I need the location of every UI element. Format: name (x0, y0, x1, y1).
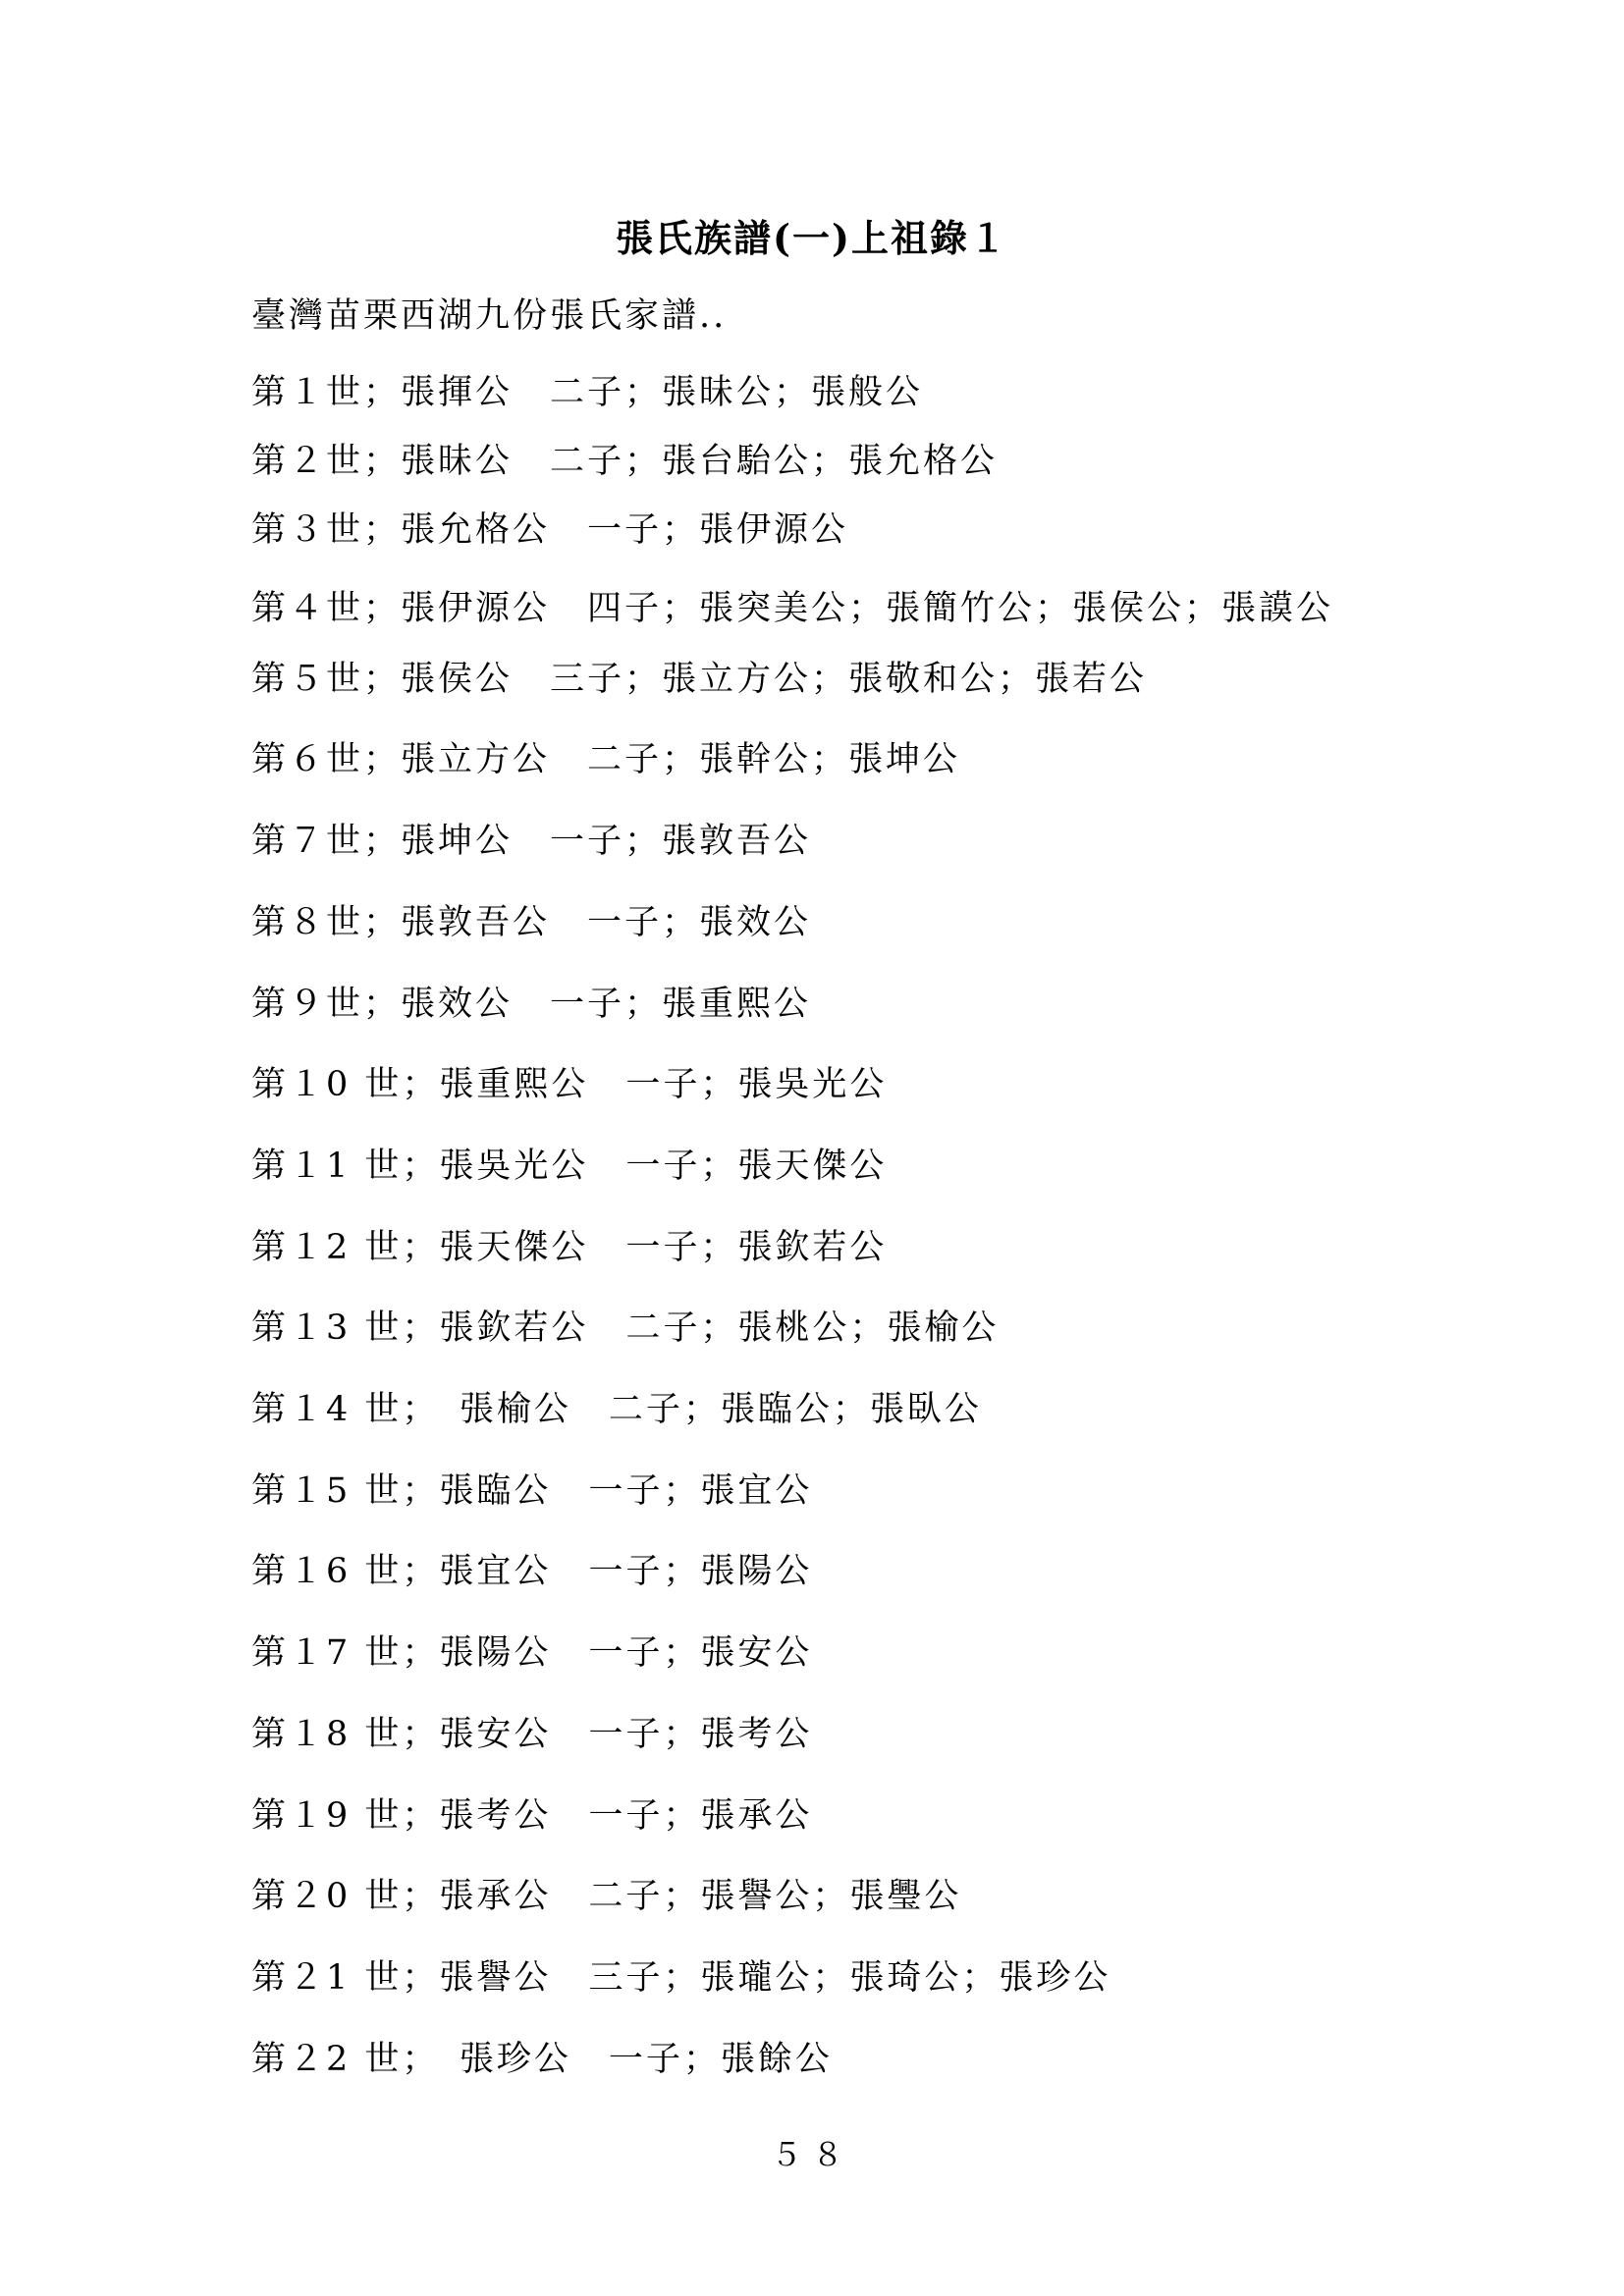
generation-line: 第２0 世；張承公 二子；張譽公；張璺公 (251, 1877, 962, 1916)
generation-line: 第１7 世；張陽公 一子；張安公 (251, 1633, 813, 1673)
generation-line: 第１3 世；張欽若公 二子；張桃公；張榆公 (251, 1308, 1000, 1348)
generation-line: 第７世；張坤公 一子；張敦吾公 (251, 822, 812, 861)
document-title: 張氏族譜(一)上祖錄１ (616, 216, 1008, 260)
page-number: ５８ (770, 2136, 853, 2173)
generation-line: 第２世；張昧公 二子；張台駘公；張允格公 (251, 442, 999, 481)
generation-line: 第１1 世；張吳光公 一子；張天傑公 (251, 1147, 888, 1186)
generation-line: 第１世；張揮公 二子；張昧公；張般公 (251, 373, 924, 412)
generation-line: 第２2 世； 張珍公 一子；張餘公 (251, 2040, 833, 2079)
generation-line: 第８世；張敦吾公 一子；張效公 (251, 903, 812, 942)
generation-line: 第３世；張允格公 一子；張伊源公 (251, 510, 849, 550)
generation-line: 第９世；張效公 一子；張重熙公 (251, 985, 812, 1024)
generation-line: 第１4 世； 張榆公 二子；張臨公；張臥公 (251, 1390, 982, 1429)
generation-line: 第５世；張侯公 三子；張立方公；張敬和公；張若公 (251, 660, 1148, 699)
generation-line: 第４世；張伊源公 四子；張突美公；張簡竹公；張侯公；張謨公 (251, 589, 1334, 628)
document-subtitle: 臺灣苗栗西湖九份張氏家譜.. (251, 296, 728, 336)
generation-line: 第１0 世；張重熙公 一子；張吳光公 (251, 1065, 888, 1104)
generation-line: 第６世；張立方公 二子；張幹公；張坤公 (251, 740, 961, 779)
generation-line: 第１8 世；張安公 一子；張考公 (251, 1715, 813, 1754)
generation-line: 第１2 世；張天傑公 一子；張欽若公 (251, 1228, 888, 1267)
generation-line: 第１5 世；張臨公 一子；張宜公 (251, 1471, 813, 1511)
generation-line: 第２1 世；張譽公 三子；張瓏公；張琦公；張珍公 (251, 1958, 1111, 1998)
generation-line: 第１9 世；張考公 一子；張承公 (251, 1796, 813, 1836)
generation-line: 第１6 世；張宜公 一子；張陽公 (251, 1552, 813, 1591)
